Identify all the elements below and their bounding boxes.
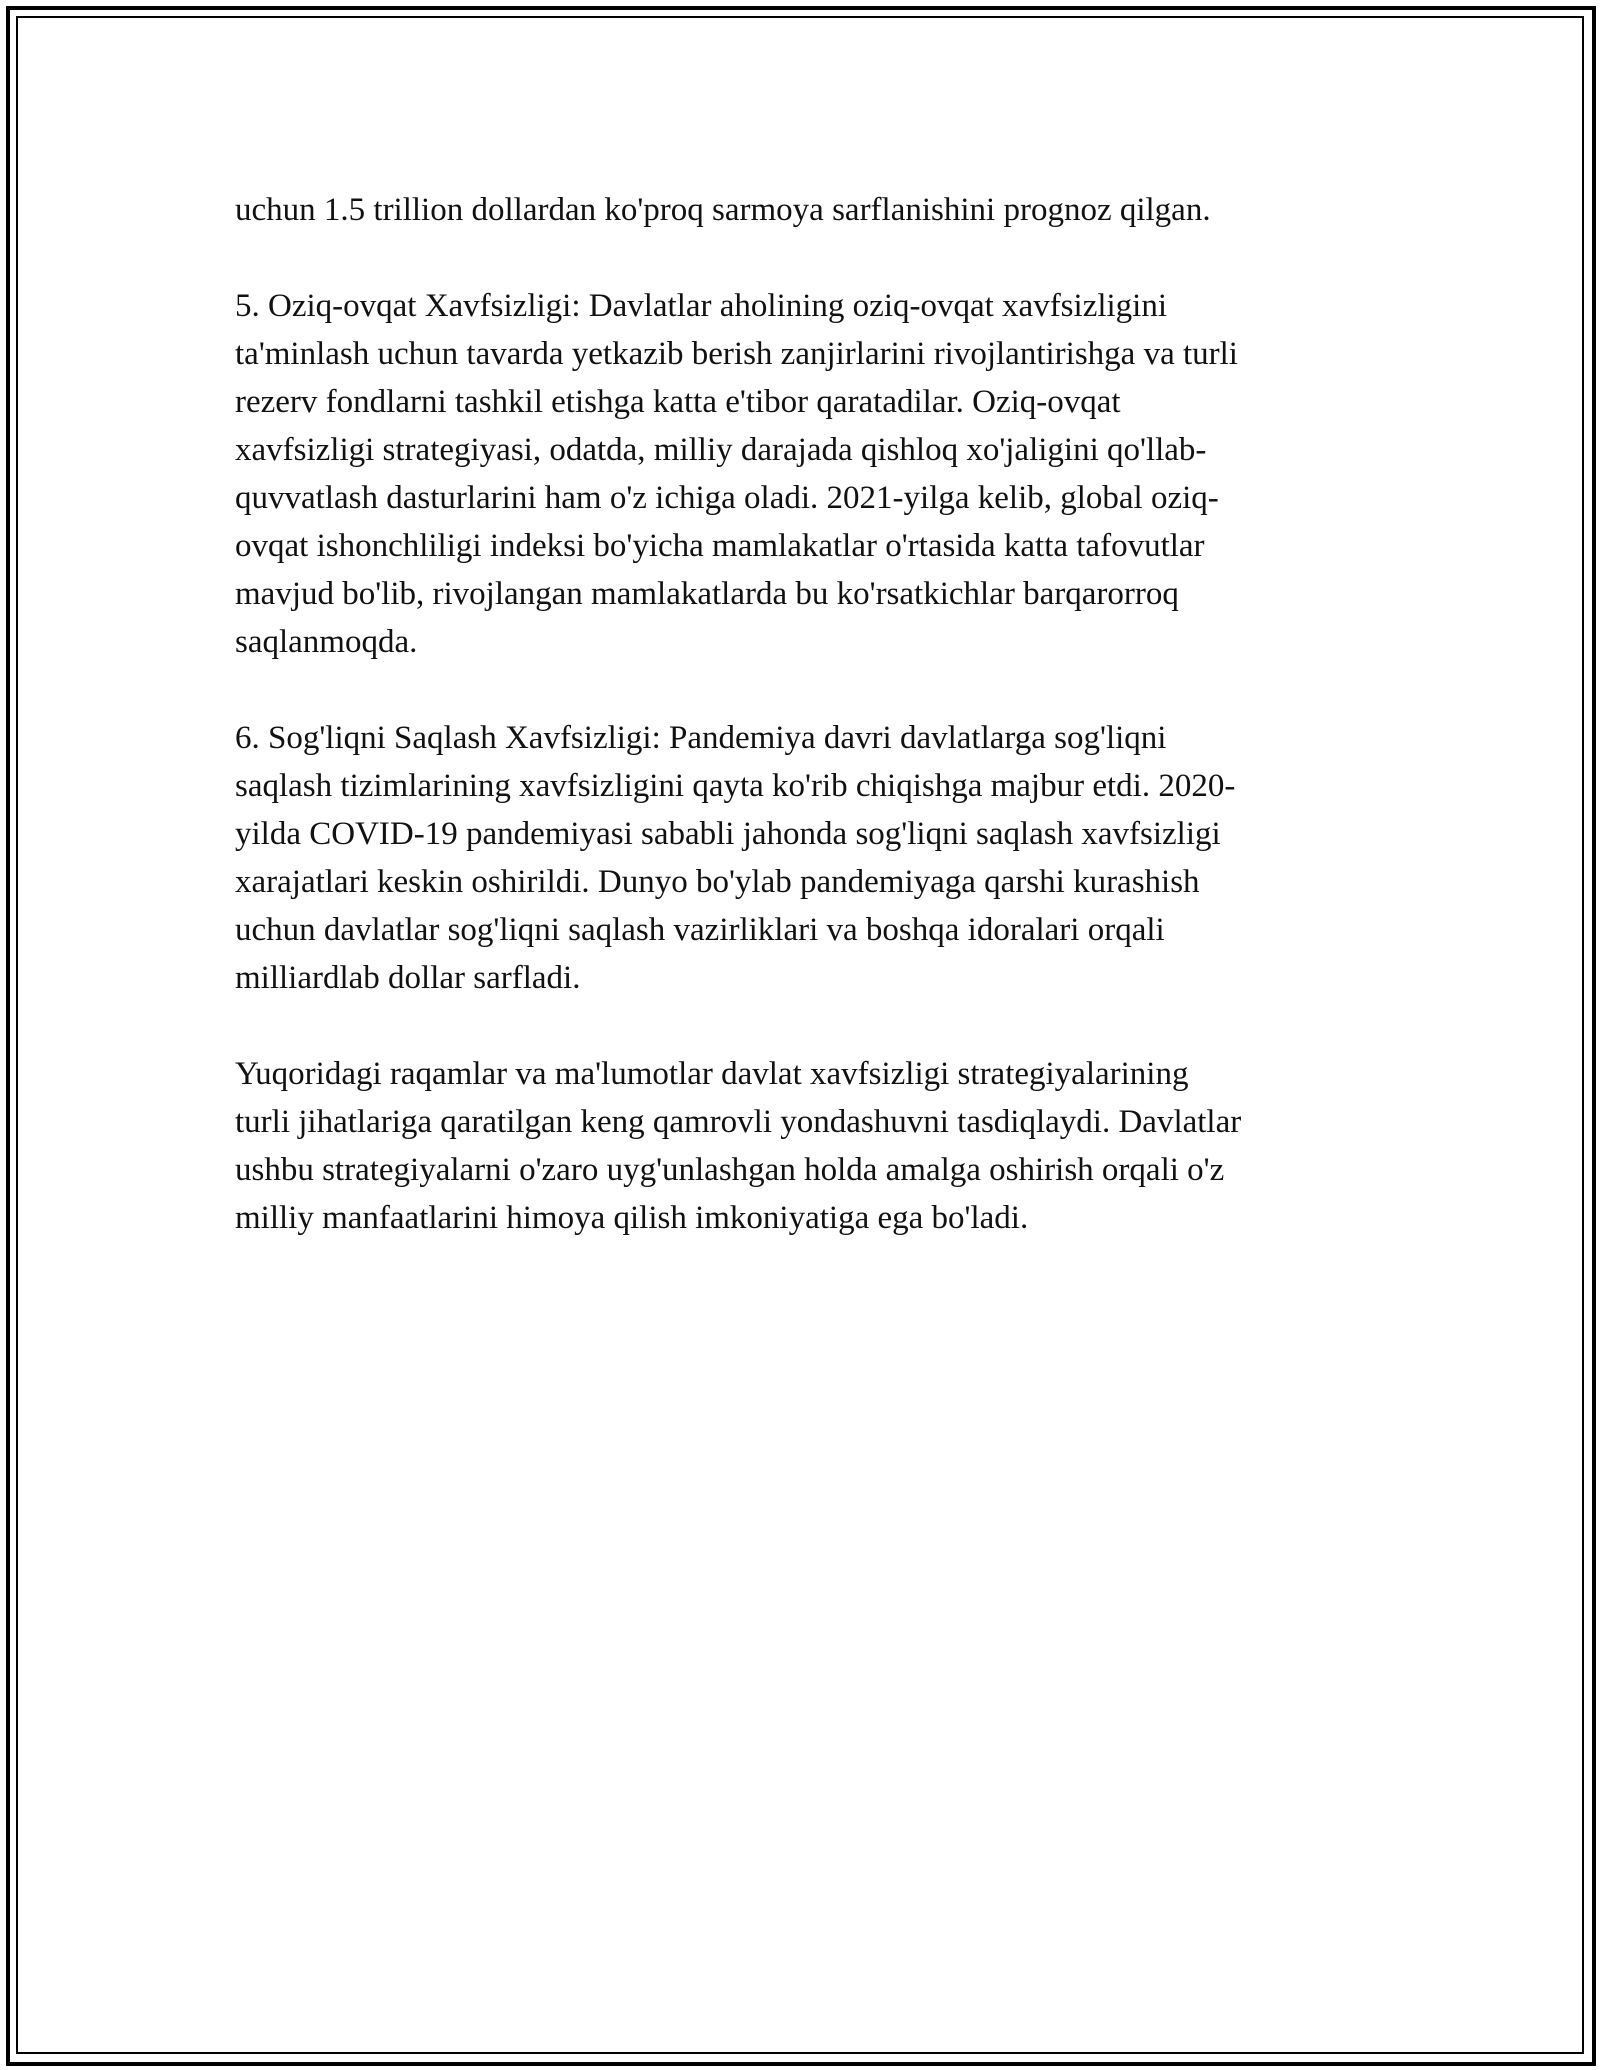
paragraph-continuation: uchun 1.5 trillion dollardan ko'proq sarmoya sarflanishini prognoz qilgan. xyxy=(235,192,1211,228)
paragraph-food-security: 5. Oziq-ovqat Xavfsizligi: Davlatlar aholining oziq-ovqat xavfsizligini ta'minlash uchun tavarda yetkazib berish zanjirlarini rivojlantirishga va turli rezerv fondlarni tashkil etishga katta e'tibor qaratadilar. Oziq-ovqat xavfsizligi strategiyasi, odatda, milliy darajada qishloq xo'jaligini qo'llab- quvvatlash dasturlarini ham o'z ichiga oladi. 2021-yilga kelib, global oziq- ovqat ishonchliligi indeksi bo'yicha mamlakatlar o'rtasida katta tafovutlar mavjud bo'lib, rivojlangan mamlakatlarda bu ko'rsatkichlar barqarorroq saqlanmoqda. xyxy=(235,288,1238,660)
paragraph-health-security: 6. Sog'liqni Saqlash Xavfsizligi: Pandemiya davri davlatlarga sog'liqni saqlash tizimlarining xavfsizligini qayta ko'rib chiqishga majbur etdi. 2020- yilda COVID-19 pandemiyasi sababli jahonda sog'liqni saqlash xavfsizligi xarajatlari keskin oshirildi. Dunyo bo'ylab pandemiyaga qarshi kurashish uchun davlatlar sog'liqni saqlash vazirliklari va boshqa idoralari orqali milliardlab dollar sarfladi. xyxy=(235,720,1236,996)
paragraph-conclusion: Yuqoridagi raqamlar va ma'lumotlar davlat xavfsizligi strategiyalarining turli jihatlariga qaratilgan keng qamrovli yondashuvni tasdiqlaydi. Davlatlar ushbu strategiyalarni o'zaro uyg'unlashgan holda amalga oshirish orqali o'z milliy manfaatlarini himoya qilish imkoniyatiga ega bo'ladi. xyxy=(235,1056,1242,1236)
document-body xyxy=(235,186,1375,1290)
